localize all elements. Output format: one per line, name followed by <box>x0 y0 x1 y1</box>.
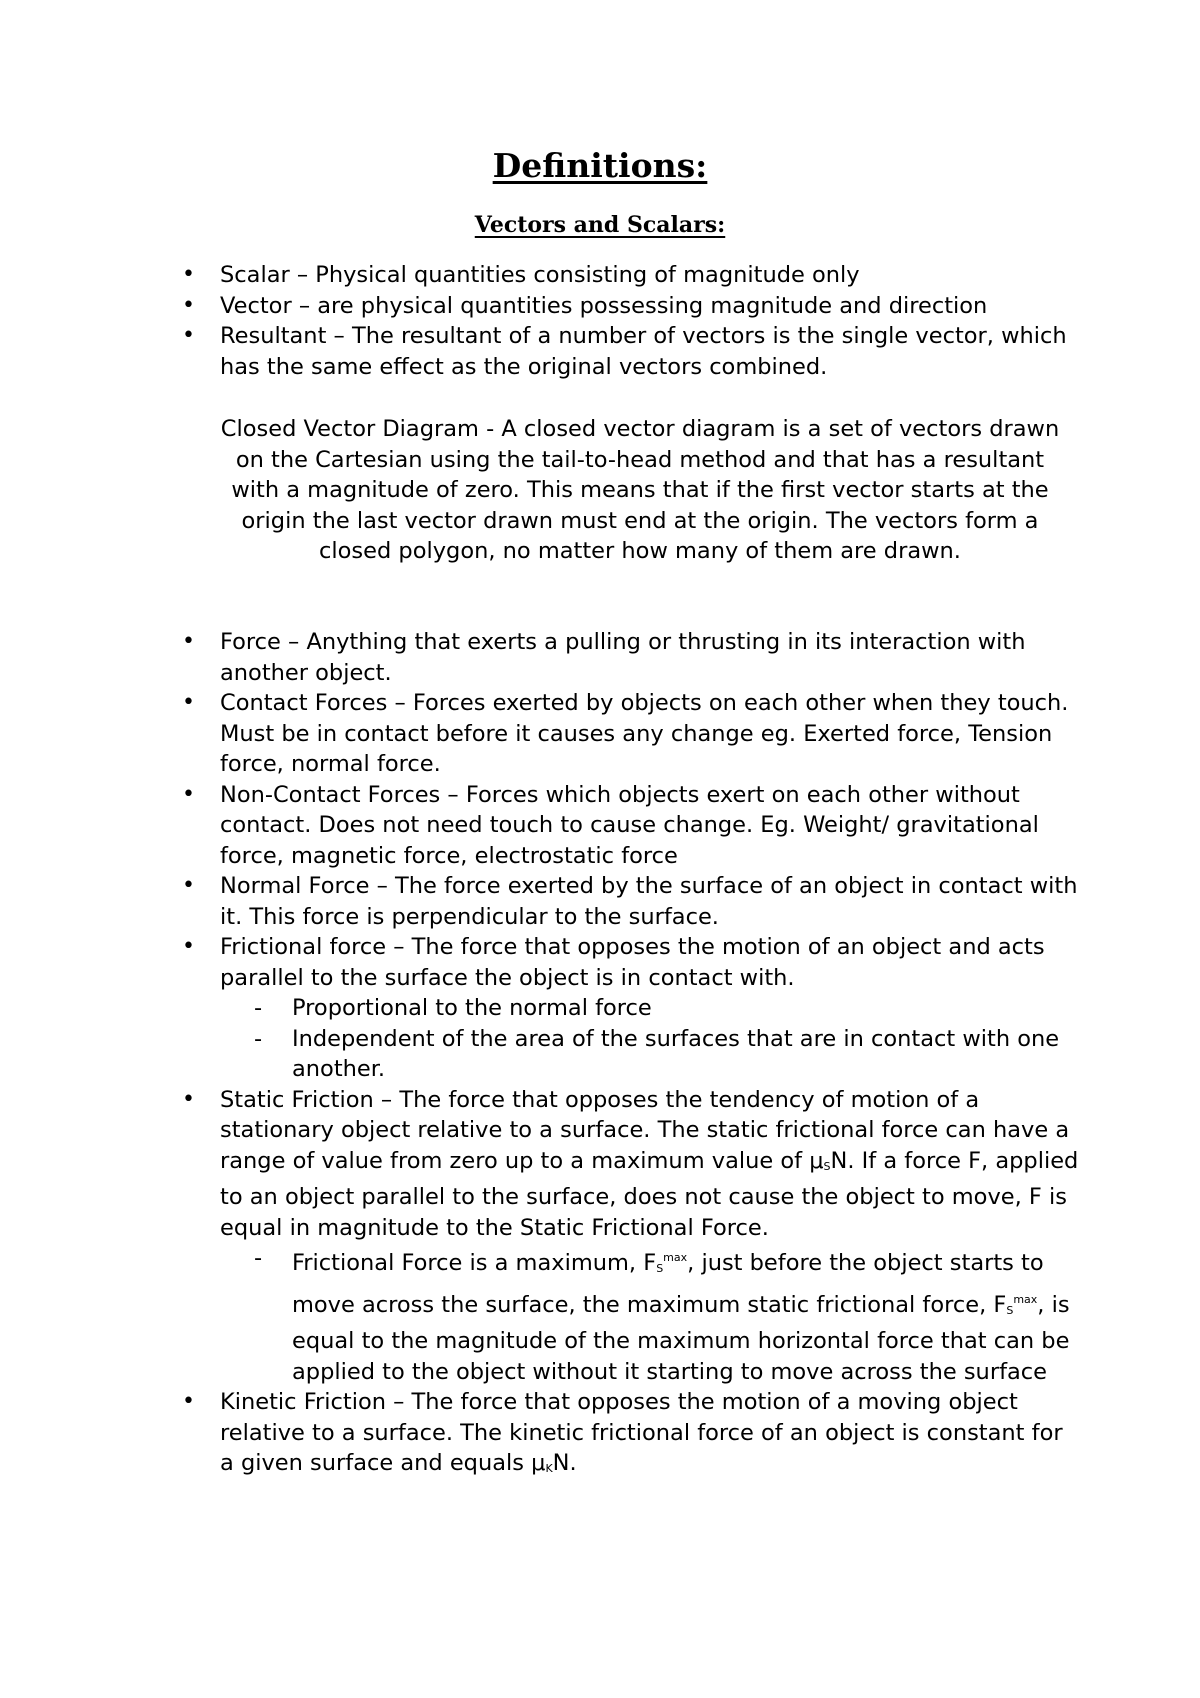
list-item <box>182 688 1082 780</box>
list-item <box>182 932 1082 1085</box>
list-item <box>182 871 1082 932</box>
list-item <box>182 627 1082 688</box>
term: Scalar <box>220 262 290 288</box>
page-title: Definitions: <box>492 146 708 185</box>
text: , is equal to the magnitude of the maximum horizontal force that can be applied to the object without it starting to move across the surface <box>292 1291 1070 1385</box>
list-item <box>182 1387 1082 1485</box>
kinetic-friction-text-cont: N. <box>552 1450 577 1476</box>
list-item <box>182 260 1082 291</box>
closed-vector-paragraph: Closed Vector Diagram - A closed vector diagram is a set of vectors drawn on the Cartesian using the tail-to-head method and that has a resultant with a magnitude of zero. This means that if the first vector starts at the origin the last vector drawn must end at the origin. The vectors form a closed polygon, no matter how many of them are drawn. <box>220 416 1060 564</box>
definition: – are physical quantities possessing magnitude and direction <box>291 292 988 319</box>
list-item <box>182 1085 1082 1388</box>
term: Resultant <box>220 323 327 349</box>
definitions-list-2 <box>182 627 1082 1485</box>
list-item <box>182 321 1082 382</box>
list-item <box>182 780 1082 872</box>
term: Contact Forces <box>220 690 388 716</box>
subscript: K <box>545 1462 553 1475</box>
definition: – The resultant of a number of vectors is the single vector, which has the same effect as the original vectors combined. <box>220 323 1067 380</box>
term: Frictional force <box>220 934 387 960</box>
static-friction-text: Static Friction – The force that opposes the tendency of motion of a stationary object relative to a surface. The static frictional force can have a range of value from zero up to a maximum value of μ <box>220 1086 1070 1174</box>
term: Vector <box>220 292 292 319</box>
term: Normal Force <box>220 873 370 899</box>
definitions-list-1 <box>182 260 1082 382</box>
section-subtitle: Vectors and Scalars: <box>474 212 726 238</box>
sub-list-item: - Proportional to the normal force <box>254 993 1082 1024</box>
kinetic-friction-text: Kinetic Friction – The force that opposes the motion of a moving object relative to a surface. The kinetic frictional force of an object is constant for a given surface and equals μ <box>220 1389 1063 1476</box>
sub-list-item <box>254 1243 1082 1387</box>
term: Non-Contact Forces <box>220 781 441 808</box>
definition: – The force exerted by the surface of an object in contact with it. This force is perpendicular to the surface. <box>220 873 1078 930</box>
term: Force <box>220 629 281 655</box>
definition: – Forces exerted by objects on each other when they touch. Must be in contact before it causes any change eg. Exerted force, Tension force, normal force. <box>220 690 1069 777</box>
superscript: max <box>1013 1292 1038 1306</box>
sub-list-item: - Independent of the area of the surfaces that are in contact with one another. <box>254 1024 1082 1085</box>
list-item <box>182 291 1082 322</box>
superscript: max <box>663 1251 688 1264</box>
subscript: S <box>1006 1303 1014 1317</box>
subscript: S <box>656 1262 664 1275</box>
text: Frictional Force is a maximum, F <box>292 1250 657 1276</box>
definition: – Physical quantities consisting of magnitude only <box>289 262 860 288</box>
subscript: S <box>823 1159 831 1173</box>
definition: – The force that opposes the motion of an object and acts parallel to the surface the object is in contact with. <box>220 934 1045 991</box>
text: , just before the object starts to move across the surface, the maximum static frictional force, F <box>292 1250 1044 1318</box>
definition: – Anything that exerts a pulling or thrusting in its interaction with another object. <box>220 629 1026 686</box>
static-friction-text-cont: N. If a force F, applied to an object parallel to the surface, does not cause the object to move, F is equal in magnitude to the Static Frictional Force. <box>220 1147 1079 1241</box>
definition: – Forces which objects exert on each other without contact. Does not need touch to cause change. Eg. Weight/ gravitational force, magnetic force, electrostatic force <box>220 781 1039 869</box>
